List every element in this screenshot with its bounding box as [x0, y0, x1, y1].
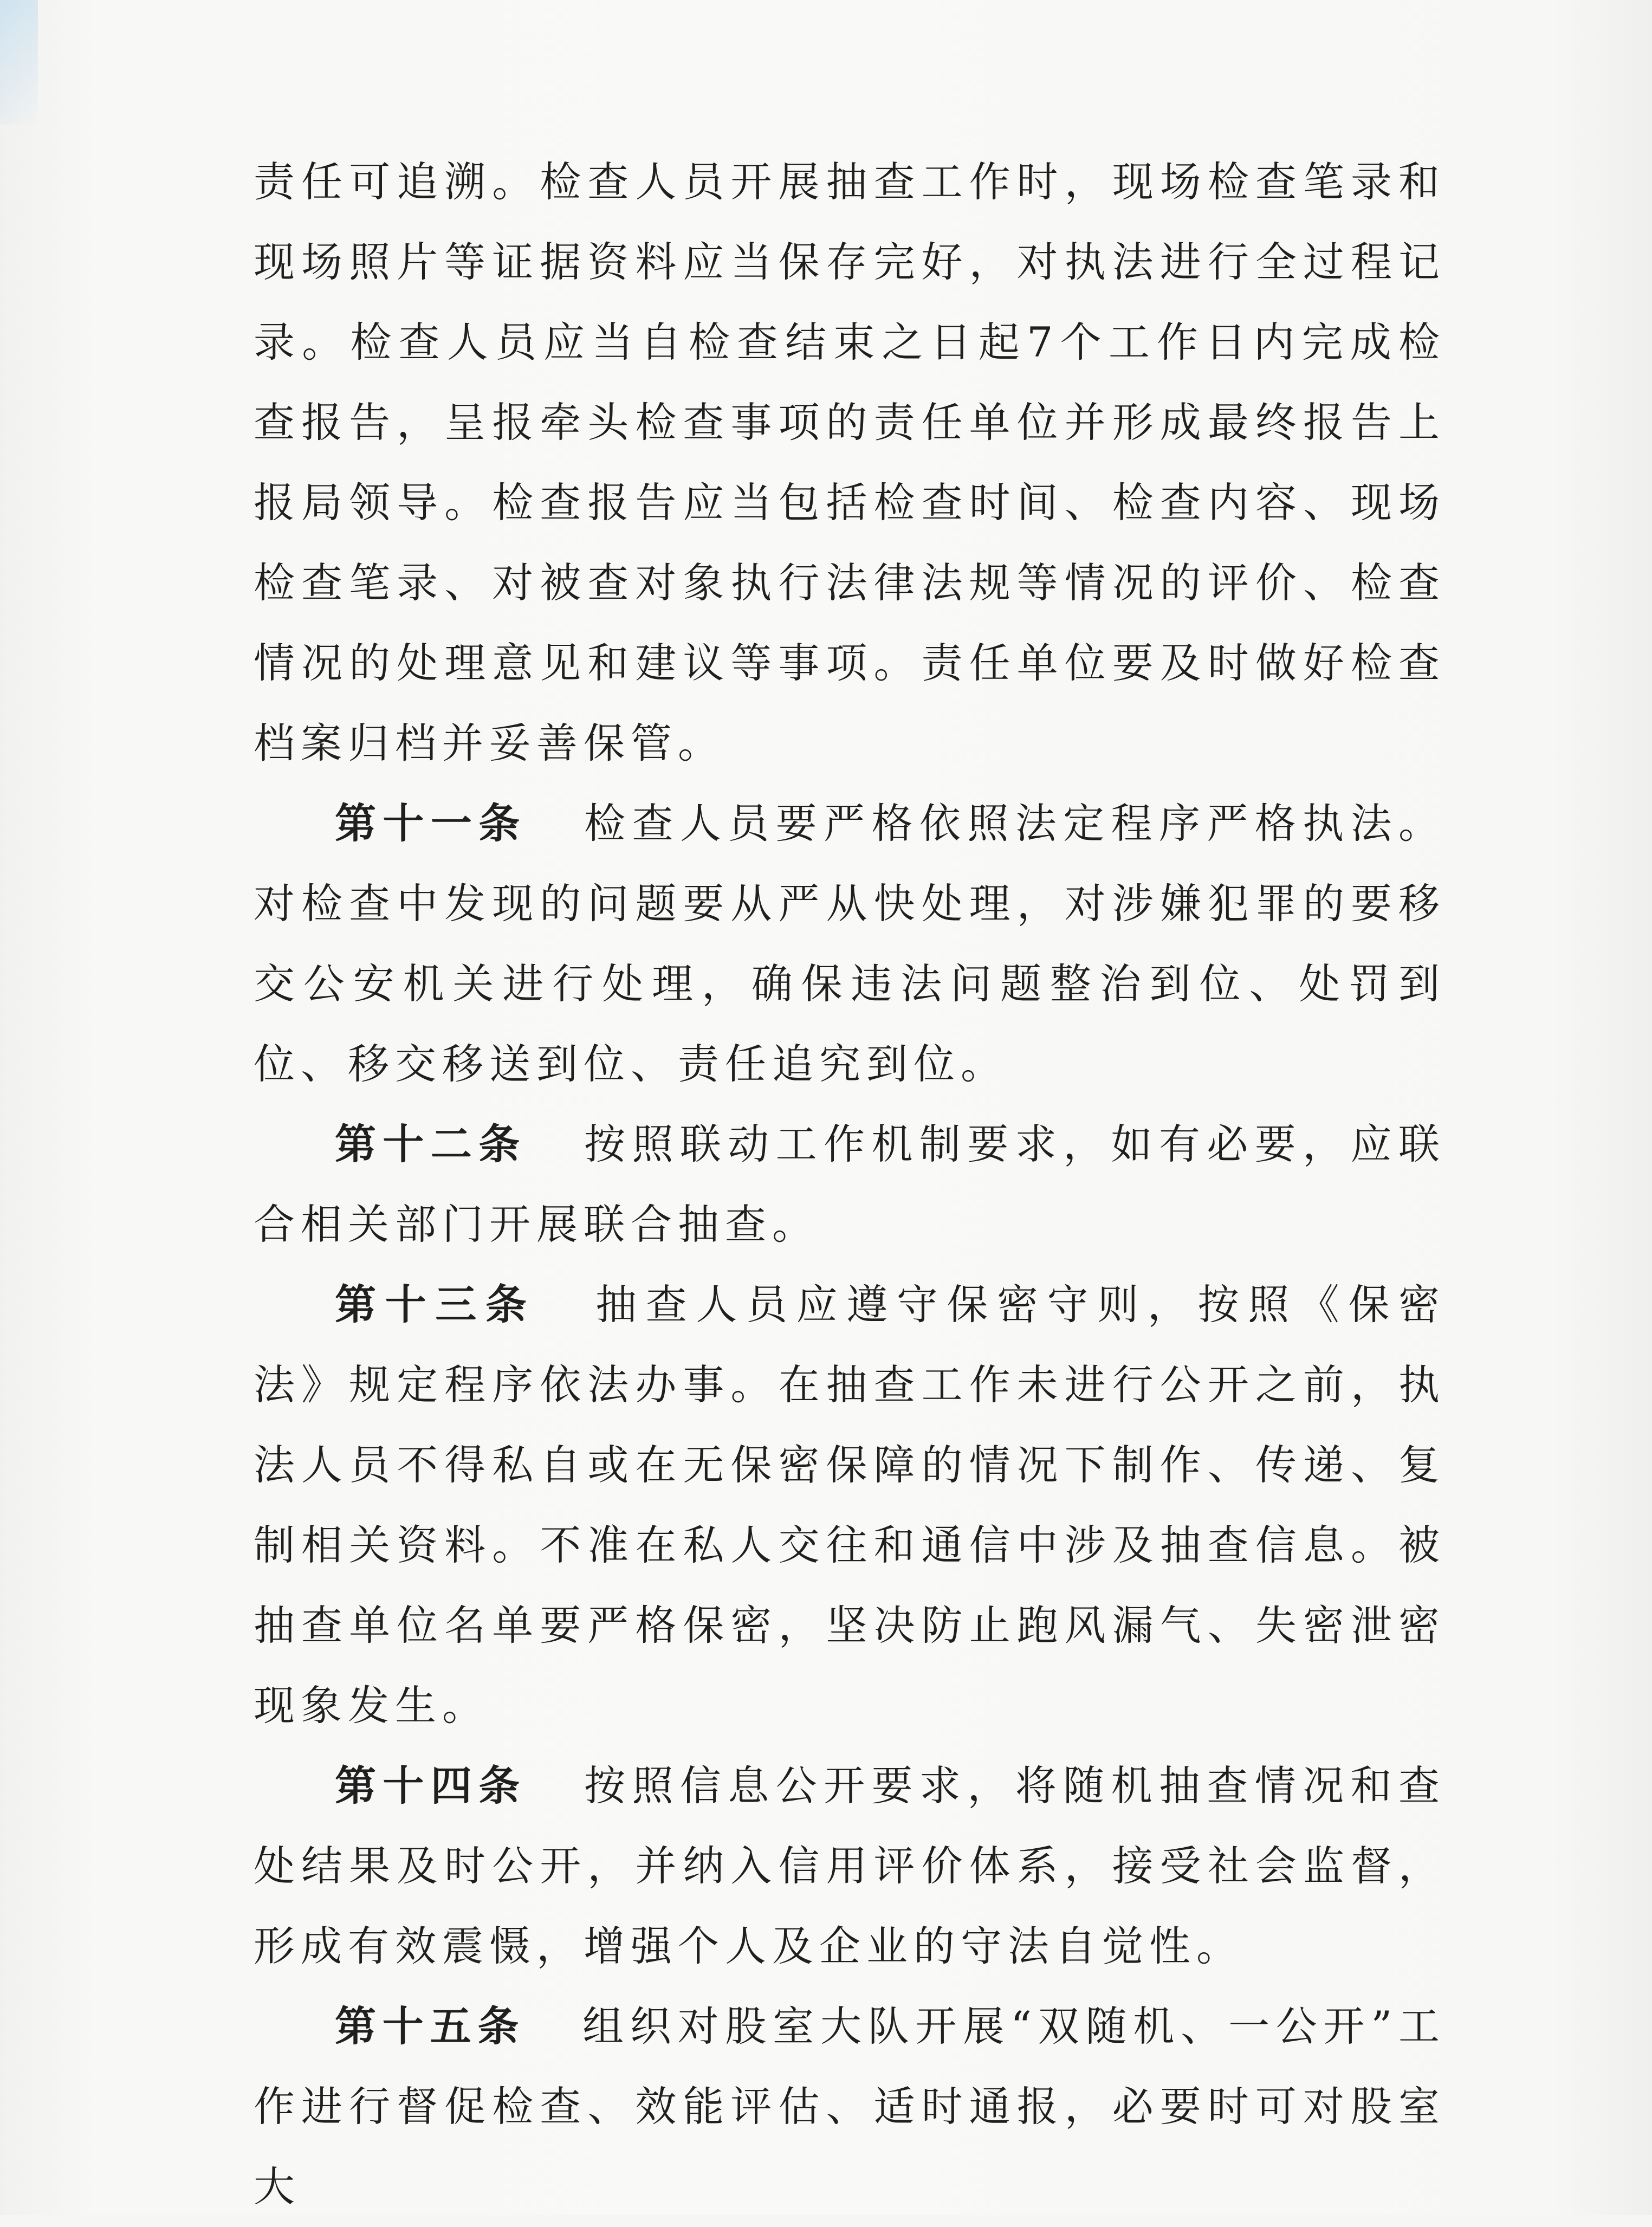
paragraph-text: 责任可追溯。检查人员开展抽查工作时，现场检查笔录和现场照片等证据资料应当保存完好，对执法进行全过程记录。检查人员应当自检查结束之日起7个工作日内完成检查报告，呈报牵头检查事项的责任单位并形成最终报告上报局领导。检查报告应当包括检查时间、检查内容、现场检查笔录、对被查对象执行法律法规等情况的评价、检查情况的处理意见和建议等事项。责任单位要及时做好检查档案归档并妥善保管。 — [254, 158, 1446, 767]
article-heading: 第十二条 — [335, 1120, 527, 1168]
scan-edge-tint — [0, 0, 38, 125]
article-heading: 第十五条 — [335, 2002, 526, 2050]
article-text: 组织对股室大队开展“双随机、一公开”工作进行督促检查、效能评估、适时通报，必要时可对股室大 — [254, 2002, 1446, 2211]
article-heading: 第十一条 — [335, 799, 527, 847]
article-heading: 第十三条 — [335, 1280, 536, 1329]
article-15 — [254, 1986, 1446, 2227]
article-text: 按照联动工作机制要求，如有必要，应联合相关部门开展联合抽查。 — [254, 1120, 1446, 1248]
article-text: 抽查人员应遵守保密守则，按照《保密法》规定程序依法办事。在抽查工作未进行公开之前，执法人员不得私自或在无保密保障的情况下制作、传递、复制相关资料。不准在私人交往和通信中涉及抽查信息。被抽查单位名单要严格保密，坚决防止跑风漏气、失密泄密现象发生。 — [254, 1280, 1446, 1730]
article-text: 检查人员要严格依照法定程序严格执法。对检查中发现的问题要从严从快处理，对涉嫌犯罪的要移交公安机关进行处理，确保违法问题整治到位、处罚到位、移交移送到位、责任追究到位。 — [254, 799, 1446, 1088]
article-11 — [254, 784, 1446, 1104]
document-body — [254, 142, 1446, 2227]
article-14 — [254, 1746, 1446, 1986]
paragraph-continuation — [254, 142, 1446, 784]
article-13 — [254, 1265, 1446, 1746]
article-heading: 第十四条 — [335, 1762, 527, 1810]
article-text: 按照信息公开要求，将随机抽查情况和查处结果及时公开，并纳入信用评价体系，接受社会监督，形成有效震慑，增强个人及企业的守法自觉性。 — [254, 1762, 1446, 1970]
article-12 — [254, 1104, 1446, 1265]
